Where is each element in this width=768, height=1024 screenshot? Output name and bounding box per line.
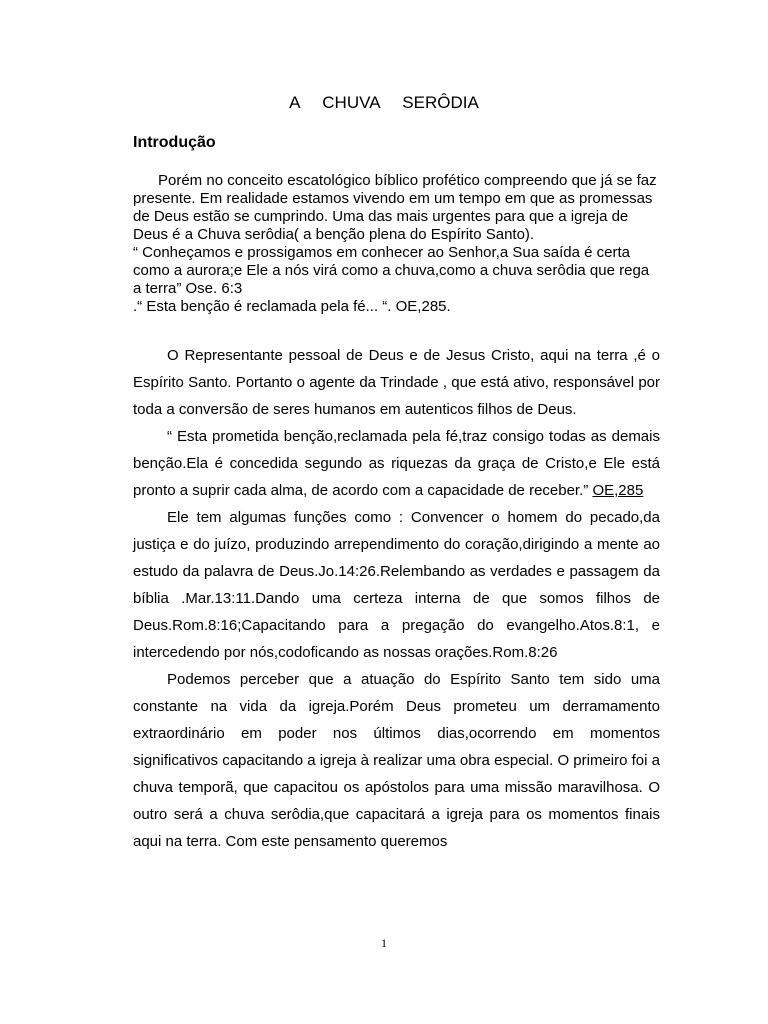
body-paragraph: Ele tem algumas funções como : Convencer o homem do pecado,da justiça e do juízo, produzindo arrependimento do coração,dirigindo a mente ao estudo da palavra de Deus.Jo.14:26.Relembando as verdades e passagem da bíblia .Mar.13:11.Dando uma certeza interna de que somos filhos de Deus.Rom.8:16;Capacitando para a pregação do evangelho.Atos.8:1, e intercedendo por nós,codoficando as nossas orações.Rom.8:26	[133, 509, 660, 661]
quote-text: “ Esta prometida benção,reclamada pela fé,traz consigo todas as demais benção.Ela é concedida segundo as riquezas da graça de Cristo,e Ele está pronto a suprir cada alma, de acordo com a capacidade de receber.”	[133, 428, 660, 499]
body-section	[133, 342, 660, 855]
quote-reference-underlined: OE,285	[592, 482, 644, 499]
intro-paragraph: Porém no conceito escatológico bíblico profético compreendo que já se faz presente. Em realidade estamos vivendo em um tempo em que as promessas de Deus estão se cumprindo. Uma das mais urgentes para que a igreja de Deus é a Chuva serôdia( a benção plena do Espírito Santo).	[133, 172, 657, 243]
intro-section	[133, 172, 660, 316]
scripture-quote: “ Conheçamos e prossigamos em conhecer ao Senhor,a Sua saída é certa como a aurora;e Ele a nós virá como a chuva,como a chuva serôdia que rega a terra” Ose. 6:3	[133, 244, 650, 297]
quote-reference: .“ Esta benção é reclamada pela fé... “. OE,285.	[133, 298, 451, 315]
body-paragraph: Podemos perceber que a atuação do Espírito Santo tem sido uma constante na vida da igreja.Porém Deus prometeu um derramamento extraordinário em poder nos últimos dias,ocorrendo em momentos significativos capacitando a igreja à realizar uma obra especial. O primeiro foi a chuva temporã, que capacitou os apóstolos para uma missão maravilhosa. O outro será a chuva serôdia,que capacitará a igreja para os momentos finais aqui na terra. Com este pensamento queremos	[133, 671, 660, 850]
body-paragraph-quote	[133, 423, 660, 504]
page-number: 1	[381, 936, 387, 950]
body-paragraph: O Representante pessoal de Deus e de Jesus Cristo, aqui na terra ,é o Espírito Santo. Portanto o agente da Trindade , que está ativo, responsável por toda a conversão de seres humanos em autenticos filhos de Deus.	[133, 347, 660, 418]
section-heading: Introdução	[133, 134, 216, 151]
document-title: A CHUVA SERÔDIA	[289, 93, 479, 112]
